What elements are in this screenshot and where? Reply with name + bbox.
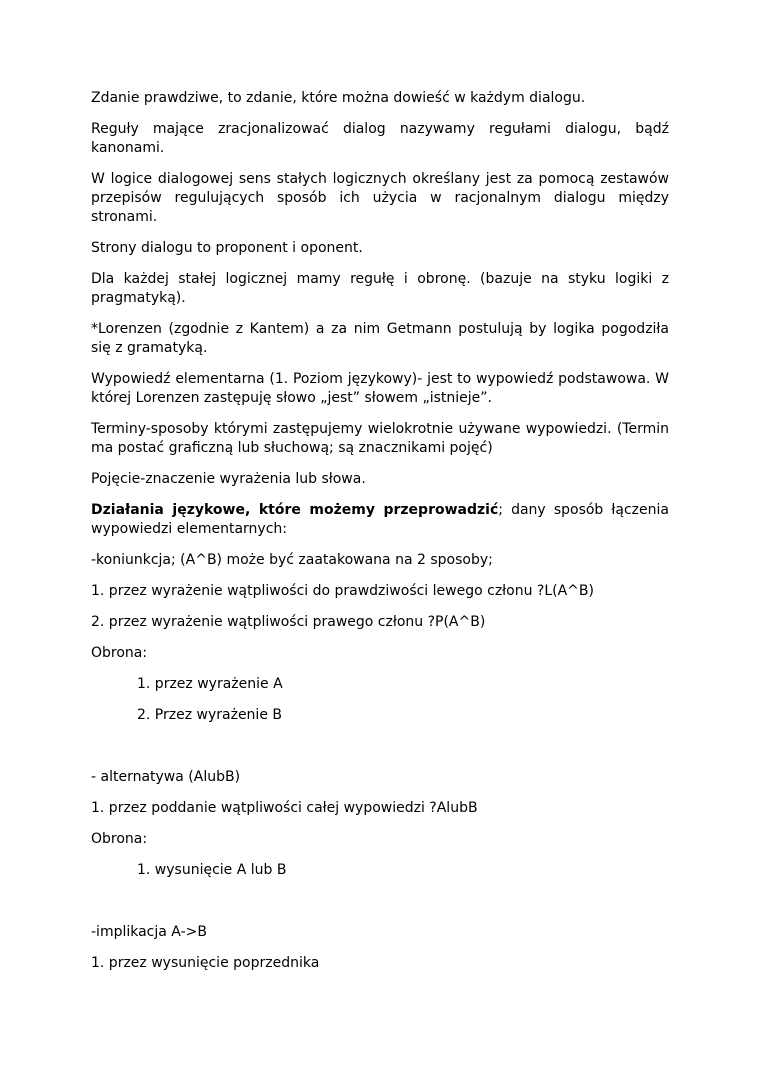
list-item: 1. przez wysunięcie poprzednika [91,955,320,971]
blank-line [91,892,669,923]
paragraph: Wypowiedź elementarna (1. Poziom językowy)- jest to wypowiedź podstawowa. W której Lorenzen zastępuję słowo „jest” słowem „istnieje”. [91,371,669,406]
list-item: 1. przez poddanie wątpliwości całej wypowiedzi ?AlubB [91,800,478,816]
paragraph: -implikacja A->B [91,924,207,940]
paragraph: W logice dialogowej sens stałych logicznych określany jest za pomocą zestawów przepisów regulujących sposób ich użycia w racjonalnym dialogu między stronami. [91,171,669,225]
paragraph: Obrona: [91,831,148,847]
paragraph: Pojęcie-znaczenie wyrażenia lub słowa. [91,471,366,487]
paragraph: -koniunkcja; (A^B) może być zaatakowana na 2 sposoby; [91,552,493,568]
list-item: 2. Przez wyrażenie B [137,707,282,723]
blank-line [91,737,669,768]
paragraph: Terminy-sposoby którymi zastępujemy wielokrotnie używane wypowiedzi. (Termin ma postać graficzną lub słuchową; są znacznikami pojęć) [91,421,669,456]
paragraph [91,501,669,539]
paragraph: Obrona: [91,645,148,661]
paragraph: - alternatywa (AlubB) [91,769,241,785]
list-item: 1. przez wyrażenie wątpliwości do prawdziwości lewego członu ?L(A^B) [91,583,594,599]
paragraph: Strony dialogu to proponent i oponent. [91,240,363,256]
document-body [91,89,669,985]
paragraph: Zdanie prawdziwe, to zdanie, które można dowieść w każdym dialogu. [91,90,586,106]
list-item: 1. przez wyrażenie A [137,676,283,692]
paragraph: Reguły mające zracjonalizować dialog nazywamy regułami dialogu, bądź kanonami. [91,121,669,156]
paragraph: Dla każdej stałej logicznej mamy regułę i obronę. (bazuje na styku logiki z pragmatyką). [91,271,669,306]
list-item: 1. wysunięcie A lub B [137,862,287,878]
paragraph: *Lorenzen (zgodnie z Kantem) a za nim Getmann postulują by logika pogodziła się z gramatyką. [91,321,669,356]
list-item: 2. przez wyrażenie wątpliwości prawego członu ?P(A^B) [91,614,486,630]
bold-phrase: Działania językowe, które możemy przeprowadzić [91,502,499,518]
paragraph-text: ; dany sposób łączenia wypowiedzi elementarnych: [91,502,669,537]
